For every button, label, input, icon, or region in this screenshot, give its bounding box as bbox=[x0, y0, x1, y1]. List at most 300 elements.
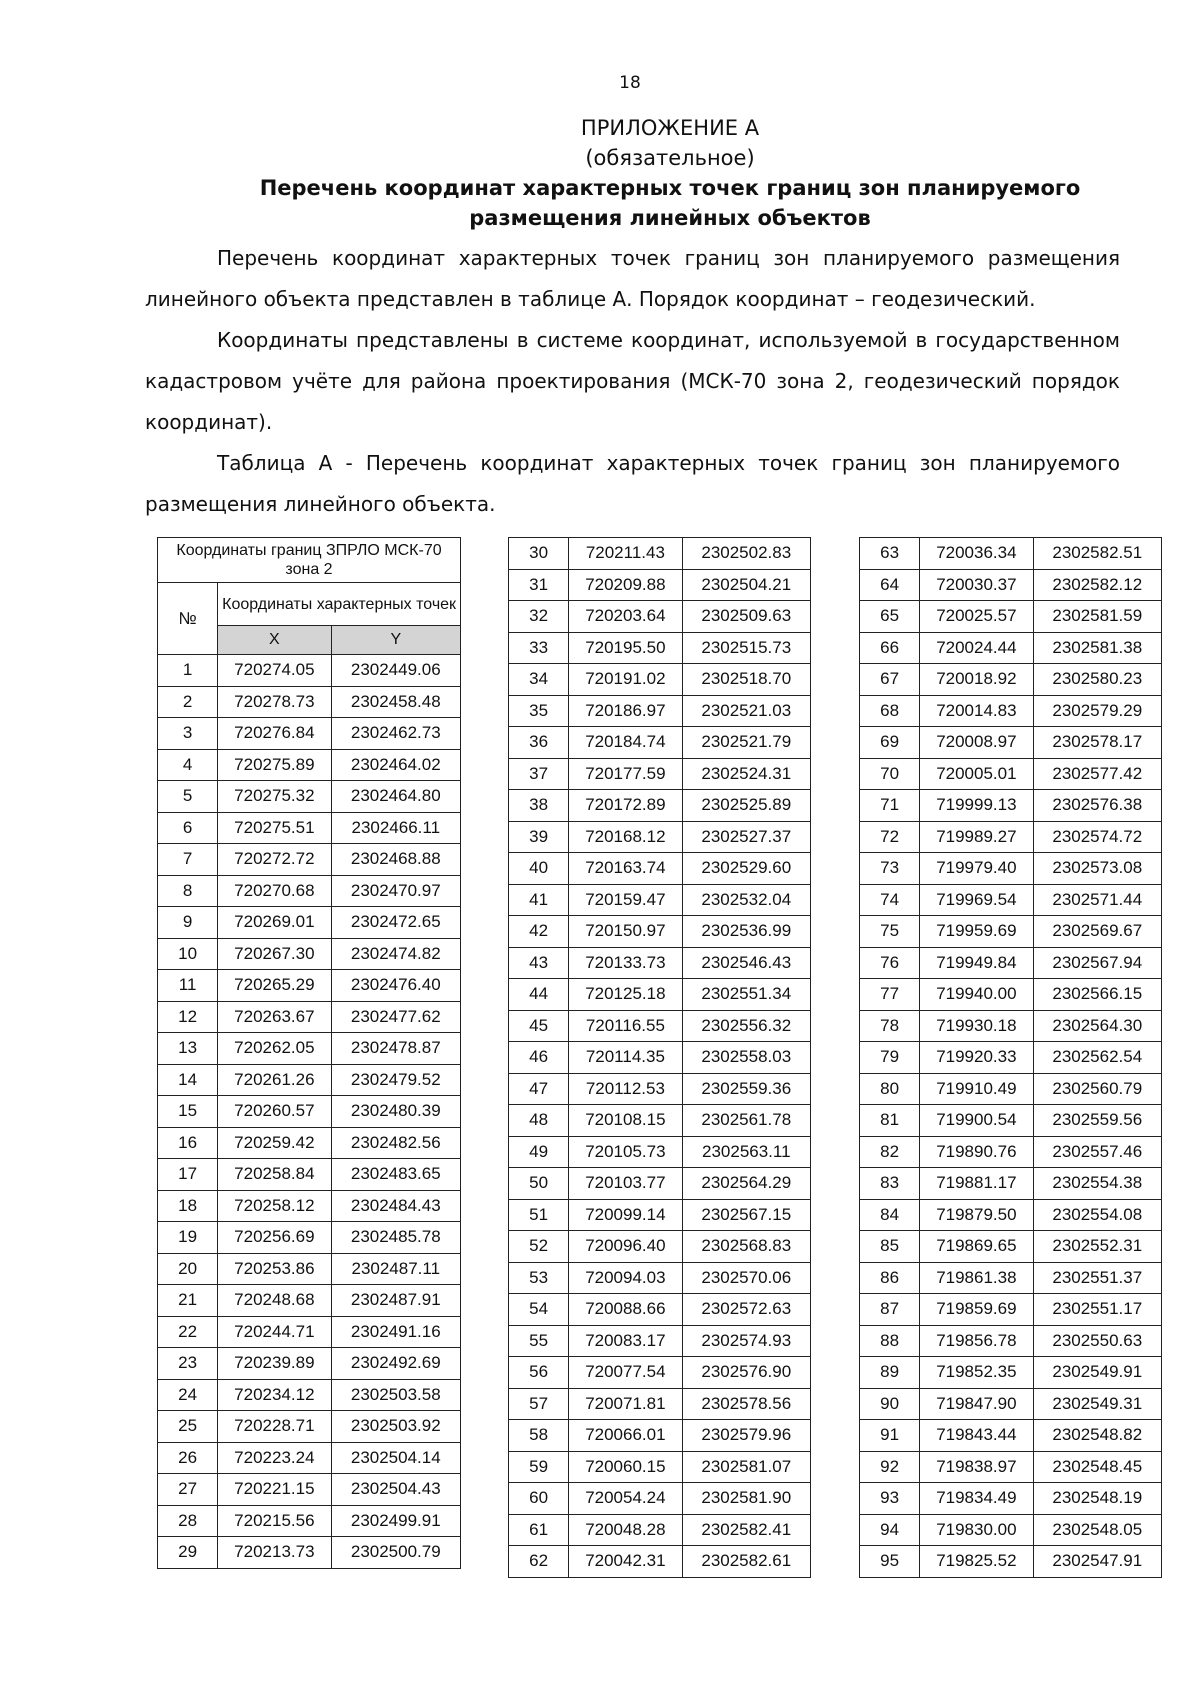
coordinate-y: 2302577.42 bbox=[1033, 758, 1161, 790]
table-row bbox=[860, 1420, 1162, 1452]
coordinate-x: 720213.73 bbox=[218, 1537, 331, 1569]
table-row bbox=[509, 790, 811, 822]
coordinate-y: 2302468.88 bbox=[331, 844, 460, 876]
point-number: 52 bbox=[509, 1231, 569, 1263]
coordinate-x: 720099.14 bbox=[569, 1199, 682, 1231]
point-number: 15 bbox=[158, 1096, 218, 1128]
table-row bbox=[158, 1474, 461, 1506]
table-row bbox=[158, 1159, 461, 1191]
coordinate-x: 720244.71 bbox=[218, 1316, 331, 1348]
table-row bbox=[509, 632, 811, 664]
coordinate-y: 2302554.38 bbox=[1033, 1168, 1161, 1200]
coordinate-y: 2302503.92 bbox=[331, 1411, 460, 1443]
table-row bbox=[158, 1316, 461, 1348]
coordinate-x: 719910.49 bbox=[920, 1073, 1033, 1105]
coordinate-x: 720088.66 bbox=[569, 1294, 682, 1326]
table-row bbox=[509, 1010, 811, 1042]
coordinate-x: 720025.57 bbox=[920, 601, 1033, 633]
point-number: 50 bbox=[509, 1168, 569, 1200]
coordinate-x: 720116.55 bbox=[569, 1010, 682, 1042]
table-row bbox=[509, 1546, 811, 1578]
table-row bbox=[158, 875, 461, 907]
point-number: 54 bbox=[509, 1294, 569, 1326]
point-number: 34 bbox=[509, 664, 569, 696]
coordinate-x: 719859.69 bbox=[920, 1294, 1033, 1326]
point-number: 90 bbox=[860, 1388, 920, 1420]
point-number: 11 bbox=[158, 970, 218, 1002]
coordinate-y: 2302548.19 bbox=[1033, 1483, 1161, 1515]
coordinate-y: 2302527.37 bbox=[682, 821, 810, 853]
coordinate-x: 720103.77 bbox=[569, 1168, 682, 1200]
point-number: 16 bbox=[158, 1127, 218, 1159]
coordinate-x: 720048.28 bbox=[569, 1514, 682, 1546]
table-row bbox=[860, 884, 1162, 916]
coordinate-y: 2302464.80 bbox=[331, 781, 460, 813]
table-row bbox=[509, 1388, 811, 1420]
table-row bbox=[509, 1483, 811, 1515]
point-number: 25 bbox=[158, 1411, 218, 1443]
coordinate-y: 2302487.91 bbox=[331, 1285, 460, 1317]
table-row bbox=[509, 1199, 811, 1231]
coordinate-x: 720186.97 bbox=[569, 695, 682, 727]
point-number: 22 bbox=[158, 1316, 218, 1348]
coordinate-y: 2302478.87 bbox=[331, 1033, 460, 1065]
point-number: 28 bbox=[158, 1505, 218, 1537]
coordinate-y: 2302560.79 bbox=[1033, 1073, 1161, 1105]
coordinate-x: 719999.13 bbox=[920, 790, 1033, 822]
coordinate-y: 2302548.05 bbox=[1033, 1514, 1161, 1546]
coordinate-x: 720005.01 bbox=[920, 758, 1033, 790]
table-row bbox=[158, 970, 461, 1002]
table-row bbox=[860, 569, 1162, 601]
table-row bbox=[158, 1285, 461, 1317]
coordinate-x: 720239.89 bbox=[218, 1348, 331, 1380]
coordinate-x: 720042.31 bbox=[569, 1546, 682, 1578]
table-row bbox=[860, 947, 1162, 979]
coordinate-x: 720108.15 bbox=[569, 1105, 682, 1137]
table-row bbox=[509, 1168, 811, 1200]
coordinates-table-part-2 bbox=[508, 537, 811, 1578]
point-number: 67 bbox=[860, 664, 920, 696]
table-row bbox=[860, 853, 1162, 885]
point-number: 74 bbox=[860, 884, 920, 916]
coordinate-y: 2302504.43 bbox=[331, 1474, 460, 1506]
point-number: 81 bbox=[860, 1105, 920, 1137]
table-row bbox=[860, 695, 1162, 727]
coordinate-x: 720209.88 bbox=[569, 569, 682, 601]
coordinate-x: 719979.40 bbox=[920, 853, 1033, 885]
table-row bbox=[158, 686, 461, 718]
coordinate-y: 2302551.34 bbox=[682, 979, 810, 1011]
coordinate-y: 2302572.63 bbox=[682, 1294, 810, 1326]
coordinate-x: 720114.35 bbox=[569, 1042, 682, 1074]
coordinate-y: 2302479.52 bbox=[331, 1064, 460, 1096]
coordinate-y: 2302566.15 bbox=[1033, 979, 1161, 1011]
table-row bbox=[860, 1483, 1162, 1515]
table-row bbox=[158, 781, 461, 813]
point-number: 46 bbox=[509, 1042, 569, 1074]
table-row bbox=[509, 947, 811, 979]
point-number: 53 bbox=[509, 1262, 569, 1294]
table-row bbox=[158, 718, 461, 750]
point-number: 13 bbox=[158, 1033, 218, 1065]
table-row bbox=[860, 1136, 1162, 1168]
coordinate-x: 720133.73 bbox=[569, 947, 682, 979]
point-number: 91 bbox=[860, 1420, 920, 1452]
table-row bbox=[860, 632, 1162, 664]
coordinate-x: 719856.78 bbox=[920, 1325, 1033, 1357]
coordinate-x: 720267.30 bbox=[218, 938, 331, 970]
coordinate-y: 2302556.32 bbox=[682, 1010, 810, 1042]
point-number: 66 bbox=[860, 632, 920, 664]
table-title: Координаты границ ЗПРЛО МСК-70 зона 2 bbox=[158, 538, 461, 583]
table-row bbox=[158, 1127, 461, 1159]
table-row bbox=[860, 1514, 1162, 1546]
coordinate-y: 2302554.08 bbox=[1033, 1199, 1161, 1231]
table-row bbox=[509, 1451, 811, 1483]
coordinate-x: 719940.00 bbox=[920, 979, 1033, 1011]
point-number: 5 bbox=[158, 781, 218, 813]
table-row bbox=[860, 1010, 1162, 1042]
point-number: 65 bbox=[860, 601, 920, 633]
coordinate-x: 719920.33 bbox=[920, 1042, 1033, 1074]
coordinate-x: 719969.54 bbox=[920, 884, 1033, 916]
table-row bbox=[509, 601, 811, 633]
point-number: 17 bbox=[158, 1159, 218, 1191]
point-number: 32 bbox=[509, 601, 569, 633]
appendix-status: (обязательное) bbox=[585, 146, 755, 170]
coordinate-y: 2302559.36 bbox=[682, 1073, 810, 1105]
point-number: 63 bbox=[860, 538, 920, 570]
point-number: 44 bbox=[509, 979, 569, 1011]
table-row bbox=[509, 1105, 811, 1137]
table-row bbox=[509, 538, 811, 570]
coordinate-x: 719830.00 bbox=[920, 1514, 1033, 1546]
point-number: 10 bbox=[158, 938, 218, 970]
table-row bbox=[860, 1199, 1162, 1231]
coordinate-y: 2302464.02 bbox=[331, 749, 460, 781]
coordinate-x: 720275.51 bbox=[218, 812, 331, 844]
coordinate-y: 2302491.16 bbox=[331, 1316, 460, 1348]
table-row bbox=[509, 979, 811, 1011]
table-row bbox=[860, 664, 1162, 696]
coordinate-y: 2302551.17 bbox=[1033, 1294, 1161, 1326]
coordinate-y: 2302581.90 bbox=[682, 1483, 810, 1515]
point-number: 14 bbox=[158, 1064, 218, 1096]
coordinate-x: 720263.67 bbox=[218, 1001, 331, 1033]
table-row bbox=[860, 538, 1162, 570]
point-number: 42 bbox=[509, 916, 569, 948]
coordinate-x: 720260.57 bbox=[218, 1096, 331, 1128]
point-number: 49 bbox=[509, 1136, 569, 1168]
coordinate-x: 719825.52 bbox=[920, 1546, 1033, 1578]
coordinates-table-part-3 bbox=[859, 537, 1162, 1578]
coordinate-y: 2302474.82 bbox=[331, 938, 460, 970]
point-number: 36 bbox=[509, 727, 569, 759]
coordinate-x: 719900.54 bbox=[920, 1105, 1033, 1137]
coordinate-x: 720112.53 bbox=[569, 1073, 682, 1105]
coordinate-y: 2302470.97 bbox=[331, 875, 460, 907]
point-number: 83 bbox=[860, 1168, 920, 1200]
coordinate-y: 2302581.38 bbox=[1033, 632, 1161, 664]
coordinate-y: 2302564.29 bbox=[682, 1168, 810, 1200]
coordinate-y: 2302484.43 bbox=[331, 1190, 460, 1222]
point-number: 30 bbox=[509, 538, 569, 570]
coordinate-y: 2302518.70 bbox=[682, 664, 810, 696]
point-number: 88 bbox=[860, 1325, 920, 1357]
table-row bbox=[158, 1537, 461, 1569]
table-row bbox=[860, 601, 1162, 633]
coordinate-y: 2302581.07 bbox=[682, 1451, 810, 1483]
coordinate-y: 2302525.89 bbox=[682, 790, 810, 822]
table-row bbox=[860, 1546, 1162, 1578]
column-header-y: Y bbox=[331, 626, 460, 655]
coordinate-y: 2302576.38 bbox=[1033, 790, 1161, 822]
point-number: 1 bbox=[158, 655, 218, 687]
table-row bbox=[158, 907, 461, 939]
point-number: 40 bbox=[509, 853, 569, 885]
column-header-x: X bbox=[218, 626, 331, 655]
coordinate-y: 2302521.03 bbox=[682, 695, 810, 727]
table-row bbox=[860, 758, 1162, 790]
coordinate-x: 720030.37 bbox=[920, 569, 1033, 601]
coordinate-x: 719989.27 bbox=[920, 821, 1033, 853]
coordinate-y: 2302458.48 bbox=[331, 686, 460, 718]
point-number: 47 bbox=[509, 1073, 569, 1105]
table-row bbox=[860, 1262, 1162, 1294]
coordinate-y: 2302557.46 bbox=[1033, 1136, 1161, 1168]
point-number: 4 bbox=[158, 749, 218, 781]
point-number: 3 bbox=[158, 718, 218, 750]
coordinate-x: 720275.32 bbox=[218, 781, 331, 813]
point-number: 79 bbox=[860, 1042, 920, 1074]
point-number: 69 bbox=[860, 727, 920, 759]
point-number: 29 bbox=[158, 1537, 218, 1569]
coordinate-y: 2302500.79 bbox=[331, 1537, 460, 1569]
coordinate-x: 720177.59 bbox=[569, 758, 682, 790]
coordinate-x: 719881.17 bbox=[920, 1168, 1033, 1200]
table-row bbox=[860, 821, 1162, 853]
coordinate-y: 2302579.96 bbox=[682, 1420, 810, 1452]
point-number: 12 bbox=[158, 1001, 218, 1033]
coordinate-y: 2302549.91 bbox=[1033, 1357, 1161, 1389]
coordinate-y: 2302550.63 bbox=[1033, 1325, 1161, 1357]
coordinate-y: 2302503.58 bbox=[331, 1379, 460, 1411]
paragraph-coordinate-system: Координаты представлены в системе координат, используемой в государственном кадастровом учёте для района проектирования (МСК-70 зона 2, геодезический порядок координат). bbox=[145, 328, 1120, 434]
coordinate-y: 2302482.56 bbox=[331, 1127, 460, 1159]
point-number: 85 bbox=[860, 1231, 920, 1263]
point-number: 72 bbox=[860, 821, 920, 853]
point-number: 94 bbox=[860, 1514, 920, 1546]
coordinate-x: 720159.47 bbox=[569, 884, 682, 916]
coordinate-y: 2302515.73 bbox=[682, 632, 810, 664]
coordinate-x: 720066.01 bbox=[569, 1420, 682, 1452]
coordinate-x: 720168.12 bbox=[569, 821, 682, 853]
point-number: 70 bbox=[860, 758, 920, 790]
coordinate-x: 720215.56 bbox=[218, 1505, 331, 1537]
coordinate-x: 720269.01 bbox=[218, 907, 331, 939]
table-row bbox=[509, 664, 811, 696]
table-row bbox=[860, 1294, 1162, 1326]
table-row bbox=[509, 569, 811, 601]
table-row bbox=[860, 1388, 1162, 1420]
point-number: 20 bbox=[158, 1253, 218, 1285]
table-caption: Таблица А - Перечень координат характерных точек границ зон планируемого размещения линейного объекта. bbox=[145, 451, 1120, 516]
coordinate-x: 720203.64 bbox=[569, 601, 682, 633]
point-number: 55 bbox=[509, 1325, 569, 1357]
point-number: 59 bbox=[509, 1451, 569, 1483]
table-row bbox=[158, 1379, 461, 1411]
table-row bbox=[860, 1105, 1162, 1137]
coordinate-x: 720024.44 bbox=[920, 632, 1033, 664]
table-row bbox=[509, 1357, 811, 1389]
coordinate-y: 2302582.51 bbox=[1033, 538, 1161, 570]
point-number: 41 bbox=[509, 884, 569, 916]
table-row bbox=[158, 749, 461, 781]
table-row bbox=[509, 821, 811, 853]
coordinate-y: 2302546.43 bbox=[682, 947, 810, 979]
coordinate-y: 2302582.61 bbox=[682, 1546, 810, 1578]
coordinate-y: 2302558.03 bbox=[682, 1042, 810, 1074]
coordinate-y: 2302449.06 bbox=[331, 655, 460, 687]
table-row bbox=[158, 1348, 461, 1380]
coordinate-x: 720223.24 bbox=[218, 1442, 331, 1474]
point-number: 89 bbox=[860, 1357, 920, 1389]
appendix-subtitle-line-1: Перечень координат характерных точек границ зон планируемого bbox=[259, 176, 1081, 200]
table-row bbox=[509, 1262, 811, 1294]
page-number: 18 bbox=[619, 73, 641, 93]
coordinate-x: 720150.97 bbox=[569, 916, 682, 948]
coordinate-x: 719847.90 bbox=[920, 1388, 1033, 1420]
table-row bbox=[158, 1505, 461, 1537]
coordinate-y: 2302552.31 bbox=[1033, 1231, 1161, 1263]
table-row bbox=[860, 916, 1162, 948]
table-row bbox=[158, 938, 461, 970]
coordinate-y: 2302502.83 bbox=[682, 538, 810, 570]
table-row bbox=[158, 1222, 461, 1254]
appendix-subtitle-line-2: размещения линейных объектов bbox=[469, 206, 871, 230]
coordinate-x: 719959.69 bbox=[920, 916, 1033, 948]
coordinate-x: 719852.35 bbox=[920, 1357, 1033, 1389]
table-row bbox=[860, 790, 1162, 822]
coordinate-x: 720014.83 bbox=[920, 695, 1033, 727]
coordinate-y: 2302549.31 bbox=[1033, 1388, 1161, 1420]
coordinate-x: 720259.42 bbox=[218, 1127, 331, 1159]
point-number: 51 bbox=[509, 1199, 569, 1231]
coordinate-y: 2302536.99 bbox=[682, 916, 810, 948]
coordinate-y: 2302548.82 bbox=[1033, 1420, 1161, 1452]
point-number: 21 bbox=[158, 1285, 218, 1317]
table-row bbox=[158, 1411, 461, 1443]
table-row bbox=[158, 1190, 461, 1222]
coordinate-y: 2302573.08 bbox=[1033, 853, 1161, 885]
coordinate-x: 719930.18 bbox=[920, 1010, 1033, 1042]
coordinate-y: 2302576.90 bbox=[682, 1357, 810, 1389]
coordinate-x: 720275.89 bbox=[218, 749, 331, 781]
coordinate-x: 720096.40 bbox=[569, 1231, 682, 1263]
coordinate-y: 2302487.11 bbox=[331, 1253, 460, 1285]
coordinate-x: 720248.68 bbox=[218, 1285, 331, 1317]
coordinate-x: 720234.12 bbox=[218, 1379, 331, 1411]
coordinate-y: 2302571.44 bbox=[1033, 884, 1161, 916]
coordinate-y: 2302574.93 bbox=[682, 1325, 810, 1357]
coordinate-x: 720191.02 bbox=[569, 664, 682, 696]
table-row bbox=[860, 727, 1162, 759]
table-row bbox=[509, 695, 811, 727]
table-row bbox=[509, 1042, 811, 1074]
coordinate-x: 720036.34 bbox=[920, 538, 1033, 570]
coordinate-x: 720221.15 bbox=[218, 1474, 331, 1506]
table-row bbox=[860, 979, 1162, 1011]
coordinate-x: 720054.24 bbox=[569, 1483, 682, 1515]
point-number: 19 bbox=[158, 1222, 218, 1254]
point-number: 93 bbox=[860, 1483, 920, 1515]
point-number: 71 bbox=[860, 790, 920, 822]
coordinate-y: 2302562.54 bbox=[1033, 1042, 1161, 1074]
coordinate-x: 719843.44 bbox=[920, 1420, 1033, 1452]
coordinate-x: 720256.69 bbox=[218, 1222, 331, 1254]
table-row bbox=[158, 1033, 461, 1065]
coordinate-y: 2302524.31 bbox=[682, 758, 810, 790]
table-row bbox=[860, 1451, 1162, 1483]
coordinate-x: 720172.89 bbox=[569, 790, 682, 822]
coordinate-y: 2302567.15 bbox=[682, 1199, 810, 1231]
coordinate-x: 720211.43 bbox=[569, 538, 682, 570]
point-number: 24 bbox=[158, 1379, 218, 1411]
point-number: 31 bbox=[509, 569, 569, 601]
coordinate-y: 2302504.14 bbox=[331, 1442, 460, 1474]
coordinate-x: 720261.26 bbox=[218, 1064, 331, 1096]
table-row bbox=[509, 1294, 811, 1326]
point-number: 26 bbox=[158, 1442, 218, 1474]
coordinate-x: 719869.65 bbox=[920, 1231, 1033, 1263]
coordinate-x: 720195.50 bbox=[569, 632, 682, 664]
coordinate-y: 2302564.30 bbox=[1033, 1010, 1161, 1042]
table-row bbox=[158, 655, 461, 687]
paragraph-intro: Перечень координат характерных точек границ зон планируемого размещения линейного объекта представлен в таблице А. Порядок координат – геодезический. bbox=[145, 246, 1120, 311]
point-number: 7 bbox=[158, 844, 218, 876]
table-row bbox=[158, 1001, 461, 1033]
table-row bbox=[509, 1073, 811, 1105]
coordinate-x: 719834.49 bbox=[920, 1483, 1033, 1515]
table-row bbox=[509, 1514, 811, 1546]
coordinate-y: 2302548.45 bbox=[1033, 1451, 1161, 1483]
coordinate-y: 2302477.62 bbox=[331, 1001, 460, 1033]
coordinate-y: 2302559.56 bbox=[1033, 1105, 1161, 1137]
point-number: 8 bbox=[158, 875, 218, 907]
coordinate-x: 719879.50 bbox=[920, 1199, 1033, 1231]
table-row bbox=[509, 727, 811, 759]
table-row bbox=[860, 1325, 1162, 1357]
coordinate-x: 720105.73 bbox=[569, 1136, 682, 1168]
coordinate-x: 720071.81 bbox=[569, 1388, 682, 1420]
table-row bbox=[509, 1231, 811, 1263]
table-row bbox=[509, 758, 811, 790]
coordinate-x: 720008.97 bbox=[920, 727, 1033, 759]
point-number: 35 bbox=[509, 695, 569, 727]
coordinate-x: 719861.38 bbox=[920, 1262, 1033, 1294]
point-number: 48 bbox=[509, 1105, 569, 1137]
point-number: 78 bbox=[860, 1010, 920, 1042]
point-number: 43 bbox=[509, 947, 569, 979]
point-number: 2 bbox=[158, 686, 218, 718]
point-number: 92 bbox=[860, 1451, 920, 1483]
point-number: 61 bbox=[509, 1514, 569, 1546]
coordinate-y: 2302509.63 bbox=[682, 601, 810, 633]
point-number: 37 bbox=[509, 758, 569, 790]
table-row bbox=[509, 1420, 811, 1452]
coordinate-x: 719838.97 bbox=[920, 1451, 1033, 1483]
